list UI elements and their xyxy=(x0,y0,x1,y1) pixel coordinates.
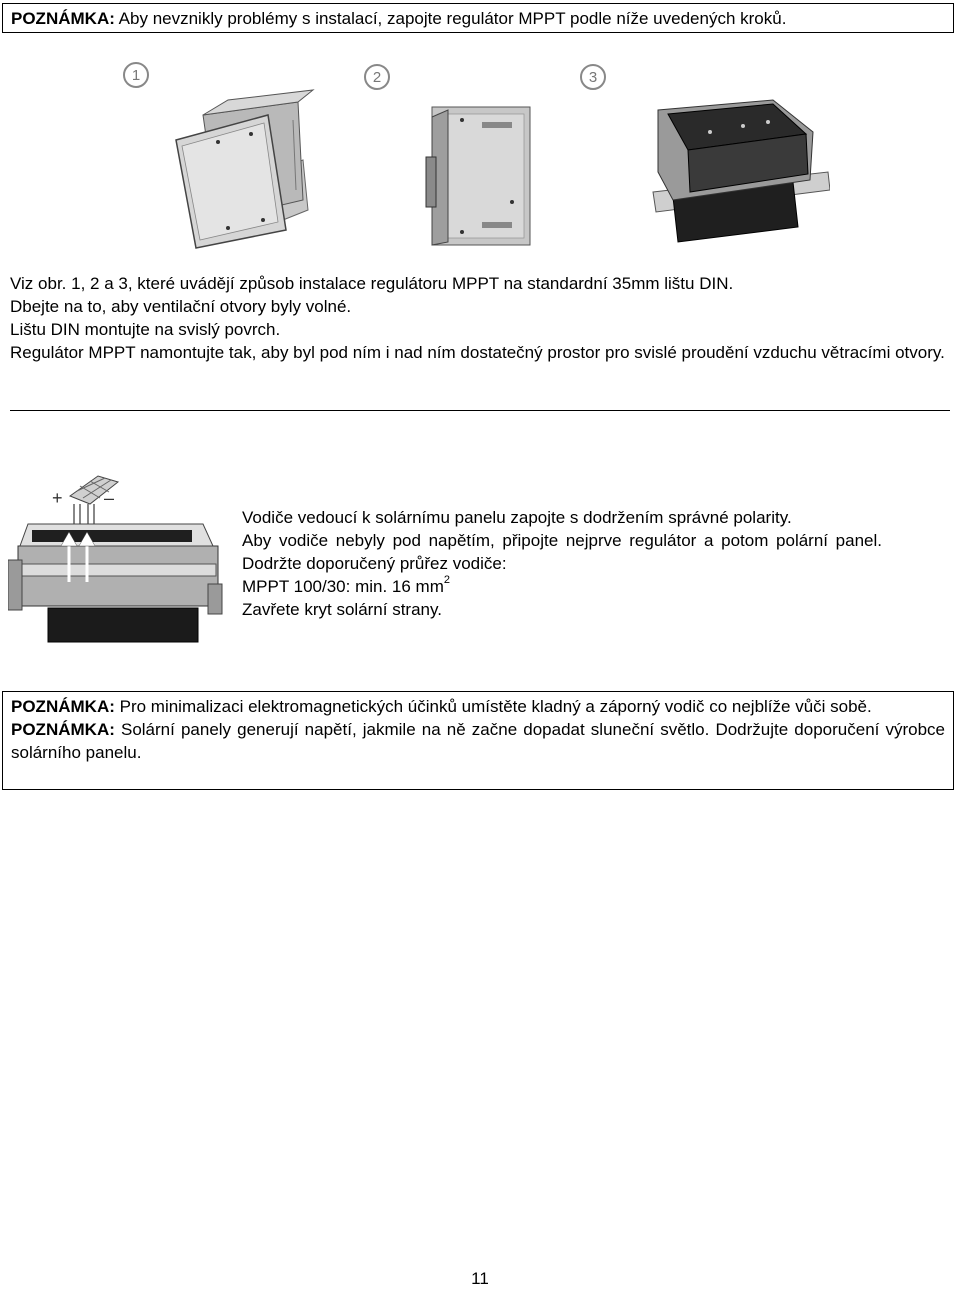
note-paragraph xyxy=(11,695,945,718)
install-instructions xyxy=(10,272,950,364)
note-box-top xyxy=(2,3,954,33)
plus-sign: + xyxy=(52,488,63,508)
install-line: Lištu DIN montujte na svislý povrch. xyxy=(10,320,281,339)
step-number: 1 xyxy=(131,67,141,84)
divider-line xyxy=(10,410,950,411)
wiring-instructions xyxy=(242,506,950,621)
minus-sign: – xyxy=(104,488,115,508)
wiring-line: Zavřete kryt solární strany. xyxy=(242,600,442,619)
figure-step-2 xyxy=(362,62,542,250)
note-text: Solární panely generují napětí, jakmile na ně začne dopadat sluneční světlo. Dodržujte doporučení výrobce solárního panelu. xyxy=(11,720,945,762)
figure-step-3 xyxy=(578,62,830,250)
step-number: 3 xyxy=(588,69,598,86)
note-text: Pro minimalizaci elektromagnetických účinků umístěte kladný a záporný vodič co nejblíže vůči sobě. xyxy=(114,697,872,716)
wire-size-superscript: 2 xyxy=(443,574,450,587)
wiring-line-part: Aby vodiče nebyly pod napětím, připojte nejprve regulátor a potom polární panel. xyxy=(242,531,882,550)
wiring-figure xyxy=(8,468,223,646)
wiring-line xyxy=(242,575,950,598)
note-label: POZNÁMKA: xyxy=(11,720,115,739)
note-box-bottom xyxy=(2,691,954,790)
install-line: Viz obr. 1, 2 a 3, které uvádějí způsob instalace regulátoru MPPT na standardní 35mm lištu DIN. xyxy=(10,274,734,293)
wiring-line-part: Dodržte doporučený průřez vodiče: xyxy=(242,554,507,573)
install-line: Regulátor MPPT namontujte tak, aby byl pod ním i nad ním dostatečný prostor pro svislé proudění vzduchu větracími otvory. xyxy=(10,343,945,362)
wiring-line xyxy=(242,529,950,575)
note-label: POZNÁMKA: xyxy=(11,697,115,716)
wire-size-text: MPPT 100/30: min. 16 mm xyxy=(242,577,444,596)
step-number: 2 xyxy=(372,69,382,86)
note-label: POZNÁMKA: xyxy=(11,9,115,28)
figure-step-1 xyxy=(118,60,323,250)
page-number: 11 xyxy=(471,1269,489,1288)
install-line: Dbejte na to, aby ventilační otvory byly volné. xyxy=(10,297,352,316)
wiring-line: Vodiče vedoucí k solárnímu panelu zapojte s dodržením správné polarity. xyxy=(242,508,792,527)
note-paragraph xyxy=(11,718,945,764)
note-text: Aby nevznikly problémy s instalací, zapojte regulátor MPPT podle níže uvedených kroků. xyxy=(114,9,787,28)
